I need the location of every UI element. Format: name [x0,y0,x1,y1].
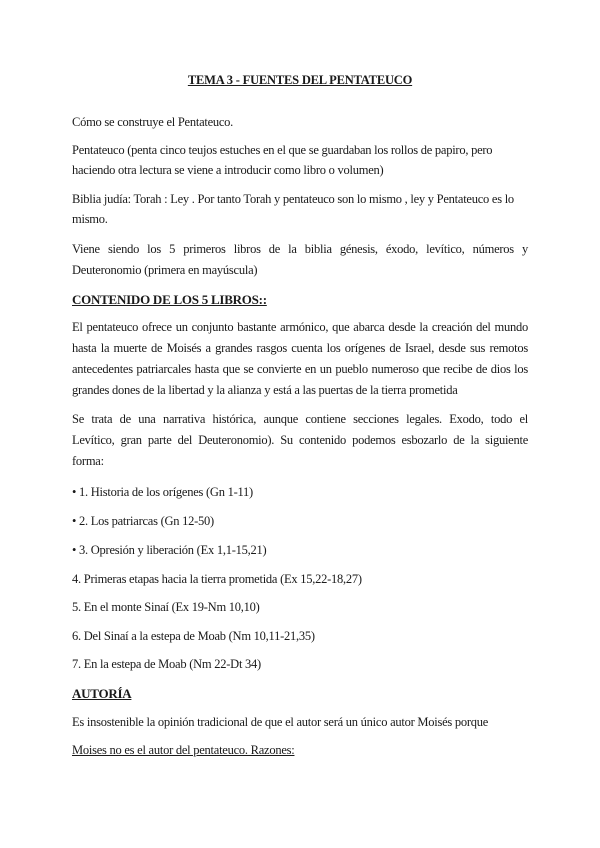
list-item: • 2. Los patriarcas (Gn 12-50) [72,514,214,528]
paragraph-contenido-line-4: grandes dones de la libertad y la alianza y está a las puertas de la tierra prometida [72,383,458,397]
paragraph-autoria: Es insostenible la opinión tradicional de que el autor será un único autor Moisés porque [72,715,489,729]
section-heading-contenido: CONTENIDO DE LOS 5 LIBROS:: [72,292,267,307]
section-heading-autoria: AUTORÍA [72,686,132,701]
paragraph-narrativa-line-2: Levítico, gran parte del Deuteronomio). Su contenido podemos esbozarlo de la siguiente [72,433,528,447]
paragraph-contenido-line-3: antecedentes patriarcales hasta que se convierte en un pueblo numeroso que recibe de dios los [72,362,528,376]
paragraph-pentateuco-line-1: Pentateuco (penta cinco teujos estuches en el que se guardaban los rollos de papiro, pero [72,143,493,157]
paragraph-libros-line-2: Deuteronomio (primera en mayúscula) [72,263,258,277]
list-item: • 1. Historia de los orígenes (Gn 1-11) [72,485,253,499]
list-item: 7. En la estepa de Moab (Nm 22-Dt 34) [72,657,261,671]
list-item: 5. En el monte Sinaí (Ex 19-Nm 10,10) [72,600,260,614]
list-item: • 3. Opresión y liberación (Ex 1,1-15,21) [72,543,267,557]
paragraph-contenido-line-1: El pentateuco ofrece un conjunto bastante armónico, que abarca desde la creación del mundo [72,320,528,334]
list-item: 6. Del Sinaí a la estepa de Moab (Nm 10,11-21,35) [72,629,315,643]
paragraph-narrativa-line-1: Se trata de una narrativa histórica, aunque contiene secciones legales. Exodo, todo el [72,412,528,426]
paragraph-biblia-line-2: mismo. [72,212,108,226]
paragraph-libros-line-1: Viene siendo los 5 primeros libros de la biblia génesis, éxodo, levítico, números y [72,242,528,256]
paragraph-razones: Moises no es el autor del pentateuco. Razones: [72,743,295,757]
list-item: 4. Primeras etapas hacia la tierra prometida (Ex 15,22-18,27) [72,572,362,586]
paragraph-biblia-line-1: Biblia judía: Torah : Ley . Por tanto Torah y pentateuco son lo mismo , ley y Pentateuco es lo [72,192,514,206]
document-title: TEMA 3 - FUENTES DEL PENTATEUCO [187,73,413,87]
paragraph-contenido-line-2: hasta la muerte de Moisés a grandes rasgos cuenta los orígenes de Israel, desde sus remotos [72,341,528,355]
paragraph-narrativa-line-3: forma: [72,454,104,468]
paragraph-intro: Cómo se construye el Pentateuco. [72,115,234,129]
paragraph-pentateuco-line-2: haciendo otra lectura se viene a introducir como libro o volumen) [72,163,384,177]
